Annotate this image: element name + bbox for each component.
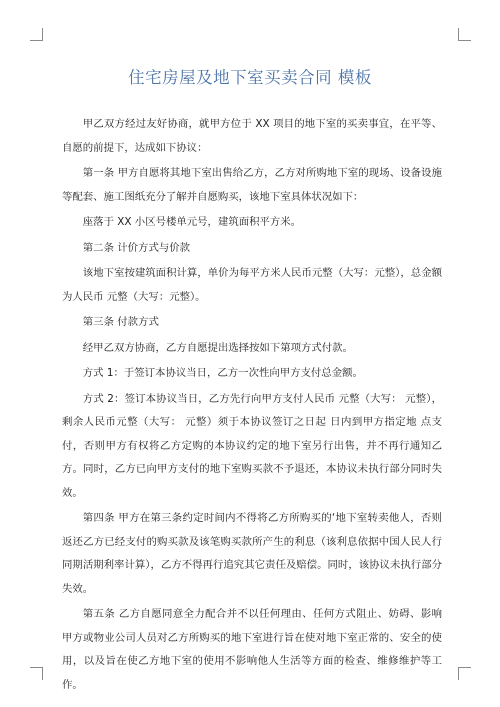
paragraph-article-1: 第一条 甲方自愿将其地下室出售给乙方，乙方对所购地下室的现场、设备设施等配套、施工图纸充分了解并自愿购买，该地下室具体状况如下： [62,167,442,203]
paragraph-article-2-heading: 第二条 计价方式与价款 [82,241,191,254]
paragraph-method-1: 方式 1：于签订本协议当日，乙方一次性向甲方支付总金额。 [82,367,363,379]
paragraph-intro: 甲乙双方经过友好协商，就甲方位于 XX 项目的地下室的买卖事宜，在平等、自愿的前提下，达成如下协议： [62,118,442,154]
crop-mark-bottom-left [30,667,43,680]
paragraph-location: 座落于 XX 小区号楼单元号，建筑面积平方米。 [82,216,302,228]
paragraph-article-3-heading: 第三条 付款方式 [82,316,159,328]
paragraph-article-5: 第五条 乙方自愿同意全力配合并不以任何理由、任何方式阻止、妨碍、影响 甲方或物业公司人员对乙方所购买的地下室进行旨在使对地下室正常的、安全的使用，以及旨在使乙方地下室的使用不影响他人生活等方面的检查、维修维护等工作。 [62,608,442,691]
crop-mark-top-left [30,28,43,41]
paragraph-payment-choice: 经甲乙双方协商，乙方自愿提出选择按如下第项方式付款。 [82,341,353,354]
paragraph-method-2: 方式 2：签订本协议当日，乙方先行向甲方支付人民币 元整（大写： 元整），剩余人民币元整（大写： 元整）须于本协议签订之日起 日内到甲方指定地 点支付，否则甲方有权将乙方定购的本协议约定的地下室另行出售，并不再行通知乙方。同时，乙方已向甲方支付的地下室购买款不予退还，本协议未执行部分同时失效。 [62,392,442,499]
paragraph-price: 该地下室按建筑面积计算，单价为每平方米人民币元整（大写：元整），总金额为人民币 元整（大写：元整）。 [62,267,442,303]
crop-mark-top-right [458,28,471,41]
crop-mark-bottom-right [458,667,471,680]
paragraph-article-4: 第四条 甲方在第三条约定时间内不得将乙方所购买的‘地下室转卖他人，否则 返还乙方已经支付的购买款及该笔购买款所产生的利息（该利息依据中国人民人行同期活期利率计算），乙方不得再行追究其它责任及赔偿。同时，该协议未执行部分失效。 [62,512,442,595]
document-body [62,113,442,699]
document-title: 住宅房屋及地下室买卖合同 模板 [128,68,372,87]
